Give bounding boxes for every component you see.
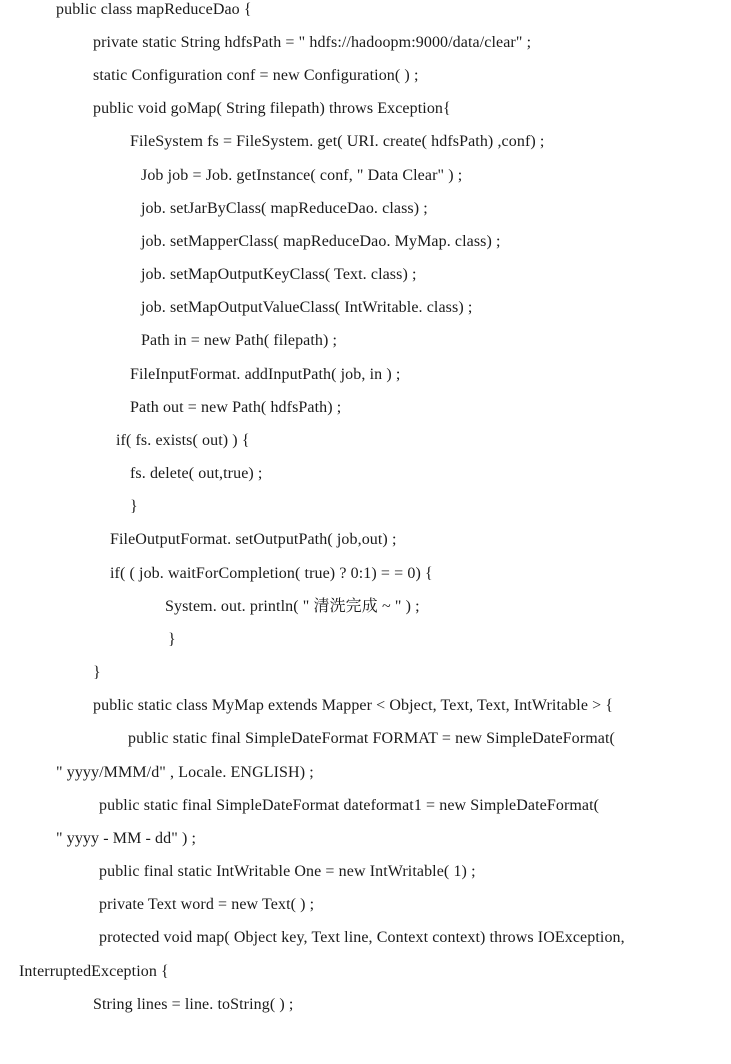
code-line: Path out = new Path( hdfsPath) ;: [130, 399, 342, 416]
code-line: String lines = line. toString( ) ;: [93, 996, 294, 1013]
code-line: public static final SimpleDateFormat FORMAT = new SimpleDateFormat(: [128, 730, 615, 747]
code-line: public class mapReduceDao {: [56, 1, 252, 18]
code-line: job. setMapperClass( mapReduceDao. MyMap. class) ;: [141, 233, 501, 250]
code-line: if( fs. exists( out) ) {: [116, 432, 250, 449]
code-line: private static String hdfsPath = " hdfs://hadoopm:9000/data/clear" ;: [93, 34, 532, 51]
code-line: static Configuration conf = new Configuration( ) ;: [93, 67, 419, 84]
code-line: protected void map( Object key, Text line, Context context) throws IOException,: [99, 929, 625, 946]
code-line: }: [93, 664, 101, 681]
code-line: public final static IntWritable One = new IntWritable( 1) ;: [99, 863, 476, 880]
code-line: Path in = new Path( filepath) ;: [141, 332, 338, 349]
code-line: public void goMap( String filepath) throws Exception{: [93, 100, 451, 117]
code-line: FileInputFormat. addInputPath( job, in ) ;: [130, 366, 401, 383]
code-line: InterruptedException {: [19, 963, 169, 980]
code-line: public static class MyMap extends Mapper < Object, Text, Text, IntWritable > {: [93, 697, 614, 714]
code-line: }: [130, 498, 138, 515]
code-line: Job job = Job. getInstance( conf, " Data Clear" ) ;: [141, 167, 463, 184]
code-line: job. setJarByClass( mapReduceDao. class) ;: [141, 200, 428, 217]
code-line: " yyyy - MM - dd" ) ;: [56, 830, 197, 847]
code-line: FileSystem fs = FileSystem. get( URI. create( hdfsPath) ,conf) ;: [130, 133, 545, 150]
code-line: job. setMapOutputValueClass( IntWritable. class) ;: [141, 299, 473, 316]
code-line: if( ( job. waitForCompletion( true) ? 0:1) = = 0) {: [110, 565, 433, 582]
code-line: FileOutputFormat. setOutputPath( job,out) ;: [110, 531, 397, 548]
code-line: public static final SimpleDateFormat dateformat1 = new SimpleDateFormat(: [99, 797, 600, 814]
code-line: System. out. println( " 清洗完成 ~ " ) ;: [165, 598, 420, 615]
code-line: }: [168, 631, 176, 648]
code-line: " yyyy/MMM/d" , Locale. ENGLISH) ;: [56, 764, 314, 781]
code-line: fs. delete( out,true) ;: [130, 465, 263, 482]
code-line: private Text word = new Text( ) ;: [99, 896, 315, 913]
code-line: job. setMapOutputKeyClass( Text. class) ;: [141, 266, 417, 283]
